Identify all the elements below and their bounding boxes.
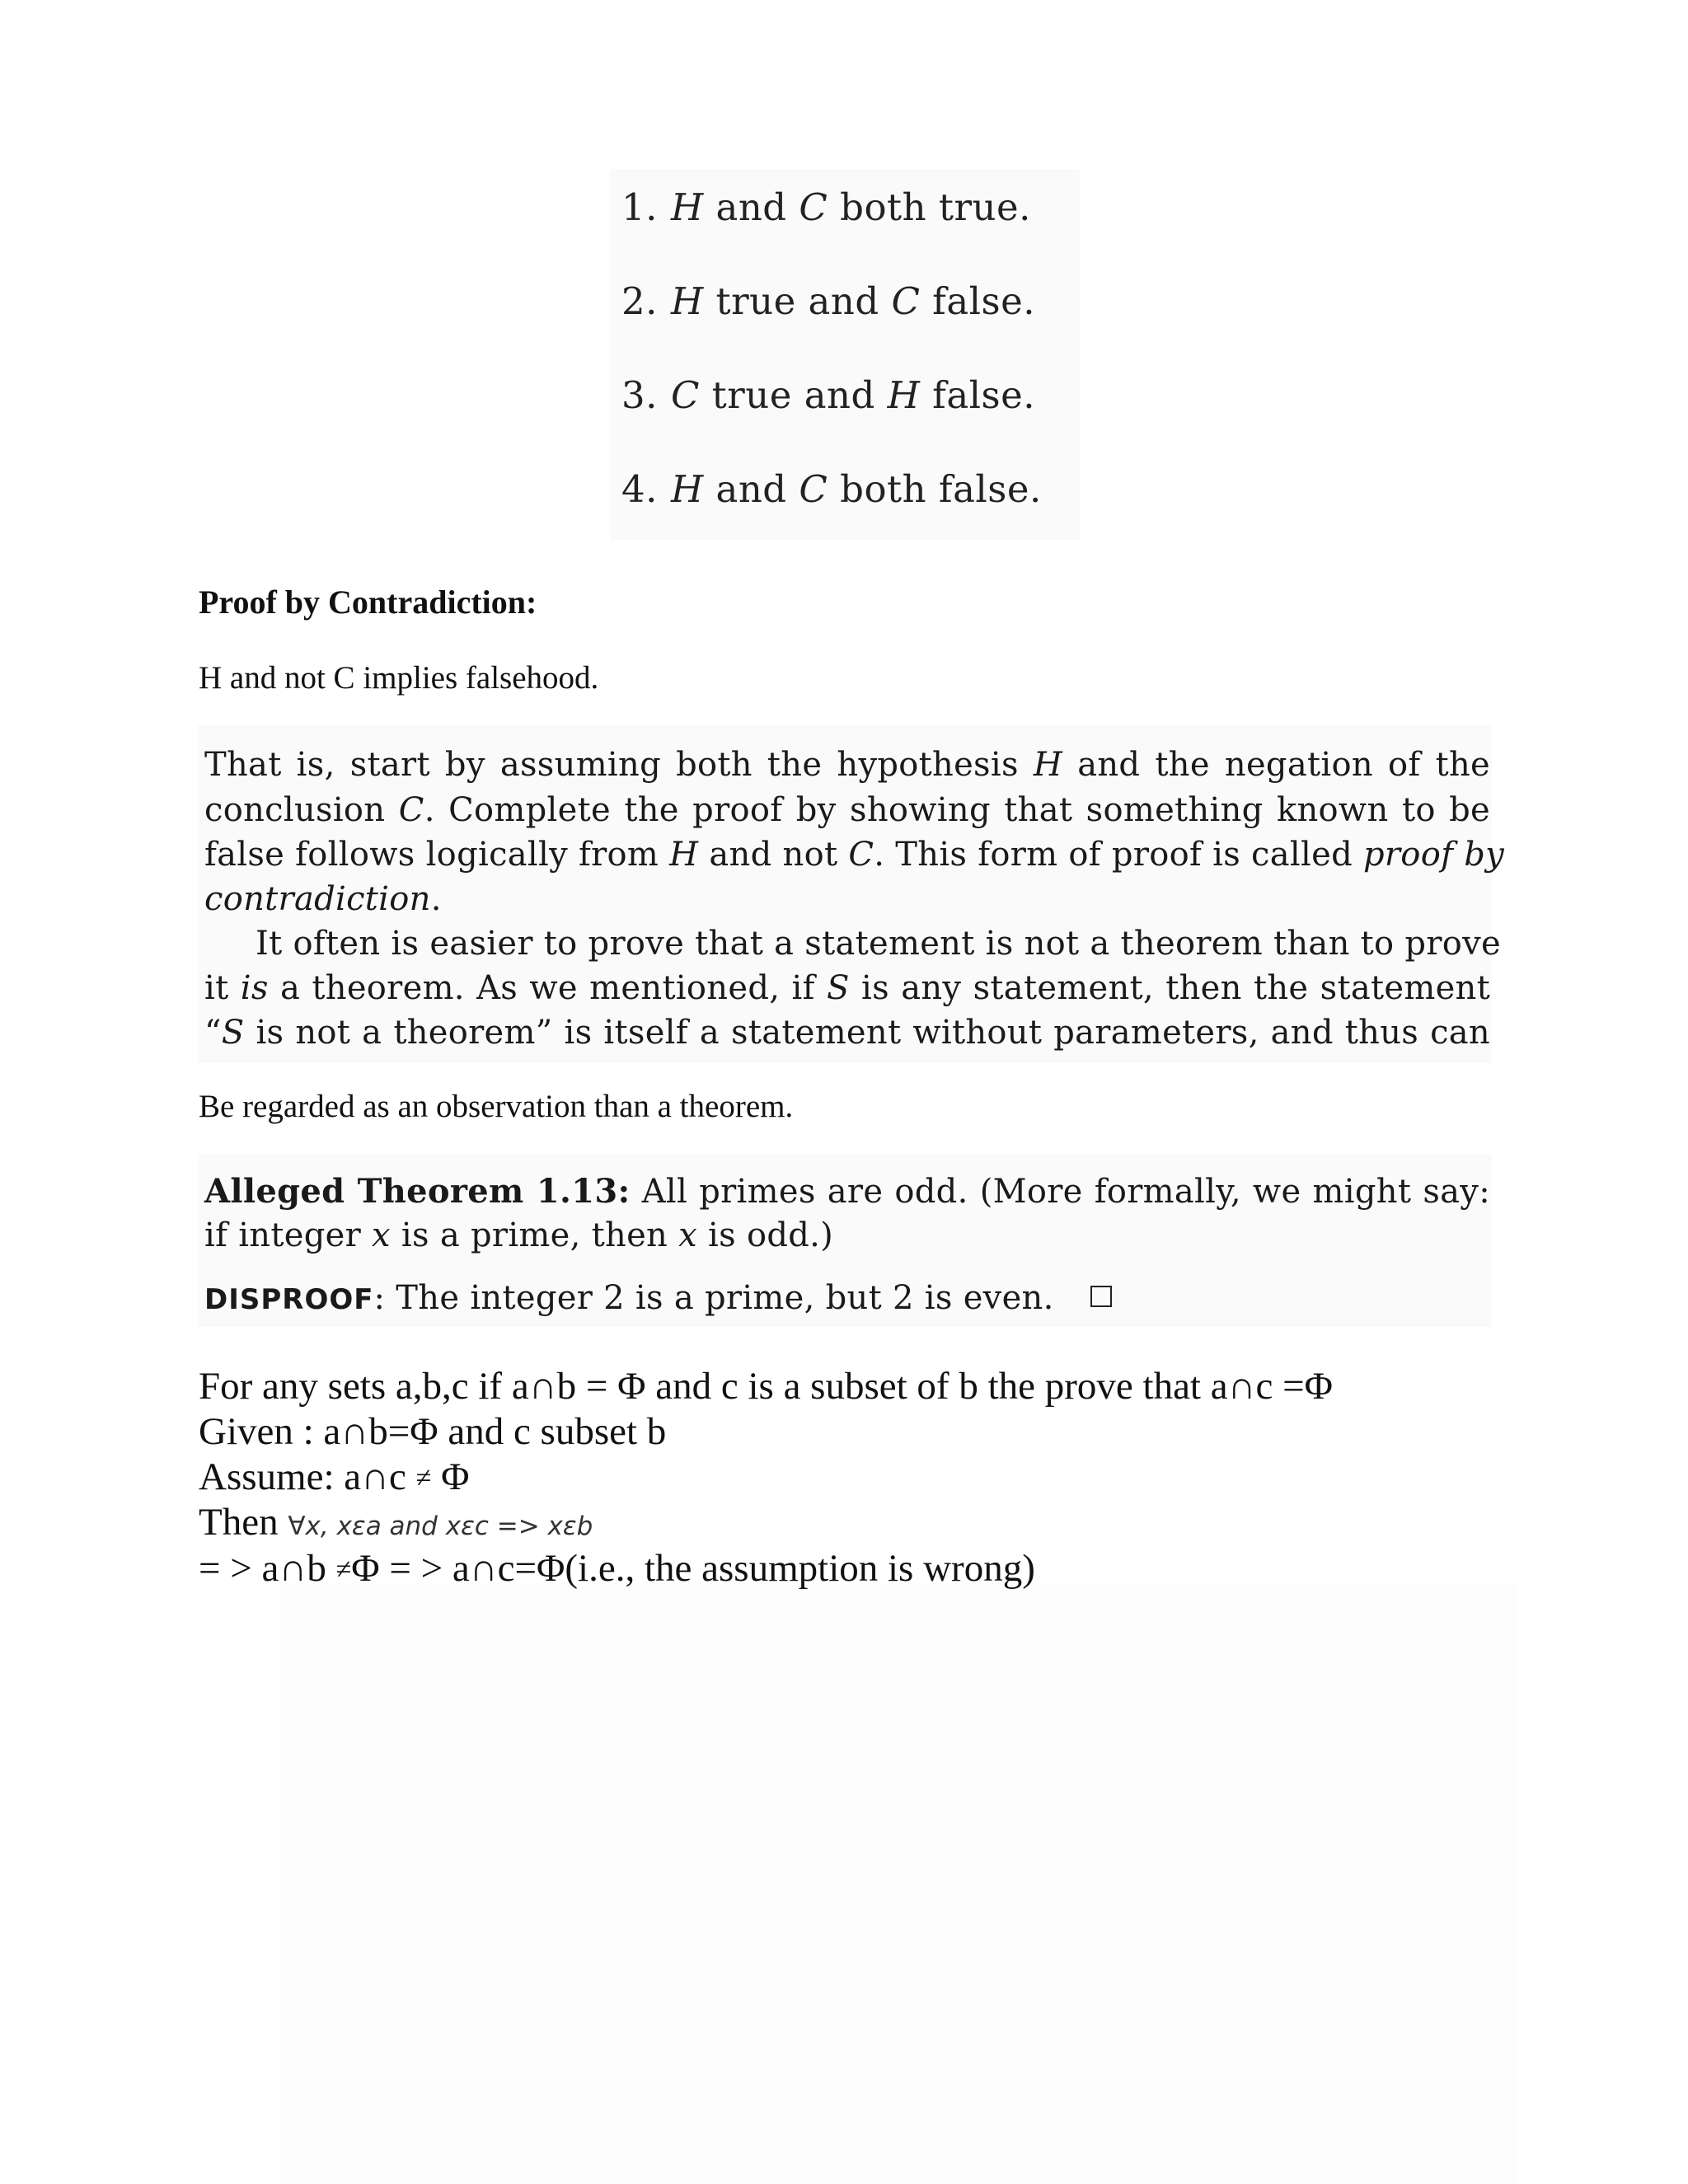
excerpt-line: it is a theorem. As we mentioned, if S is any statement, then the statement [204, 969, 1490, 1007]
case-number: 2. [621, 279, 658, 323]
case-var: H [670, 185, 704, 229]
case-var: C [891, 279, 921, 323]
case-text: and [703, 185, 799, 229]
excerpt-line: It often is easier to prove that a statement is not a theorem than to prove [256, 925, 1501, 963]
theorem-excerpt [198, 1154, 1492, 1327]
case-text: true and [699, 373, 888, 417]
excerpt-line: That is, start by assuming both the hypothesis H and the negation of the [204, 746, 1490, 784]
theorem-line: Alleged Theorem 1.13: All primes are odd. (More formally, we might say: [204, 1172, 1490, 1211]
case-var: H [670, 467, 704, 511]
proof-line: Assume: a∩c ≠ Φ [199, 1455, 470, 1498]
case-list [610, 169, 1080, 540]
case-var: C [799, 185, 828, 229]
case-text: both true. [828, 185, 1031, 229]
membership-expression: ∀x, xεa and xεc => xεb [288, 1511, 593, 1541]
excerpt-line: contradiction. [204, 880, 442, 918]
excerpt-line: “S is not a theorem” is itself a statement without parameters, and thus can [204, 1014, 1490, 1052]
case-var: H [887, 373, 921, 417]
book-excerpt [198, 725, 1504, 1063]
disproof-label: DISPROOF [204, 1283, 374, 1316]
case-text: and [703, 467, 799, 511]
case-number: 3. [621, 373, 658, 417]
theorem-title: Alleged Theorem 1.13: [204, 1172, 631, 1211]
section-heading: Proof by Contradiction: [199, 583, 537, 621]
case-item [621, 185, 1031, 229]
case-number: 4. [621, 467, 658, 511]
case-item [621, 279, 1035, 323]
statement-text: H and not C implies falsehood. [199, 660, 599, 696]
proof-line: = > a∩b ≠Φ = > a∩c=Φ(i.e., the assumption is wrong) [199, 1547, 1035, 1590]
theorem-line: if integer x is a prime, then x is odd.) [204, 1216, 834, 1254]
disproof-line: DISPROOF: The integer 2 is a prime, but 2 is even. [204, 1279, 1490, 1317]
observation-text: Be regarded as an observation than a theorem. [199, 1089, 794, 1124]
qed-box-icon [1090, 1286, 1112, 1307]
proof-line: Given : a∩b=Φ and c subset b [199, 1410, 667, 1453]
background-panel [280, 1582, 1517, 2184]
case-text: false. [920, 279, 1036, 323]
case-var: H [670, 279, 704, 323]
case-text: true and [703, 279, 892, 323]
case-text: both false. [828, 467, 1042, 511]
case-number: 1. [621, 185, 658, 229]
excerpt-line: false follows logically from H and not C. This form of proof is called proof by [204, 836, 1504, 874]
proof-line: For any sets a,b,c if a∩b = Φ and c is a subset of b the prove that a∩c =Φ [199, 1365, 1334, 1408]
case-text: false. [920, 373, 1036, 417]
case-var: C [799, 467, 828, 511]
case-var: C [670, 373, 700, 417]
case-item [621, 467, 1042, 511]
not-equal-symbol: ≠ [415, 1463, 432, 1493]
proof-line: Then ∀x, xεa and xεc => xεb [199, 1501, 593, 1544]
case-item [621, 373, 1035, 417]
not-equal-symbol: ≠ [335, 1554, 352, 1585]
excerpt-line: conclusion C. Complete the proof by showing that something known to be [204, 791, 1490, 829]
